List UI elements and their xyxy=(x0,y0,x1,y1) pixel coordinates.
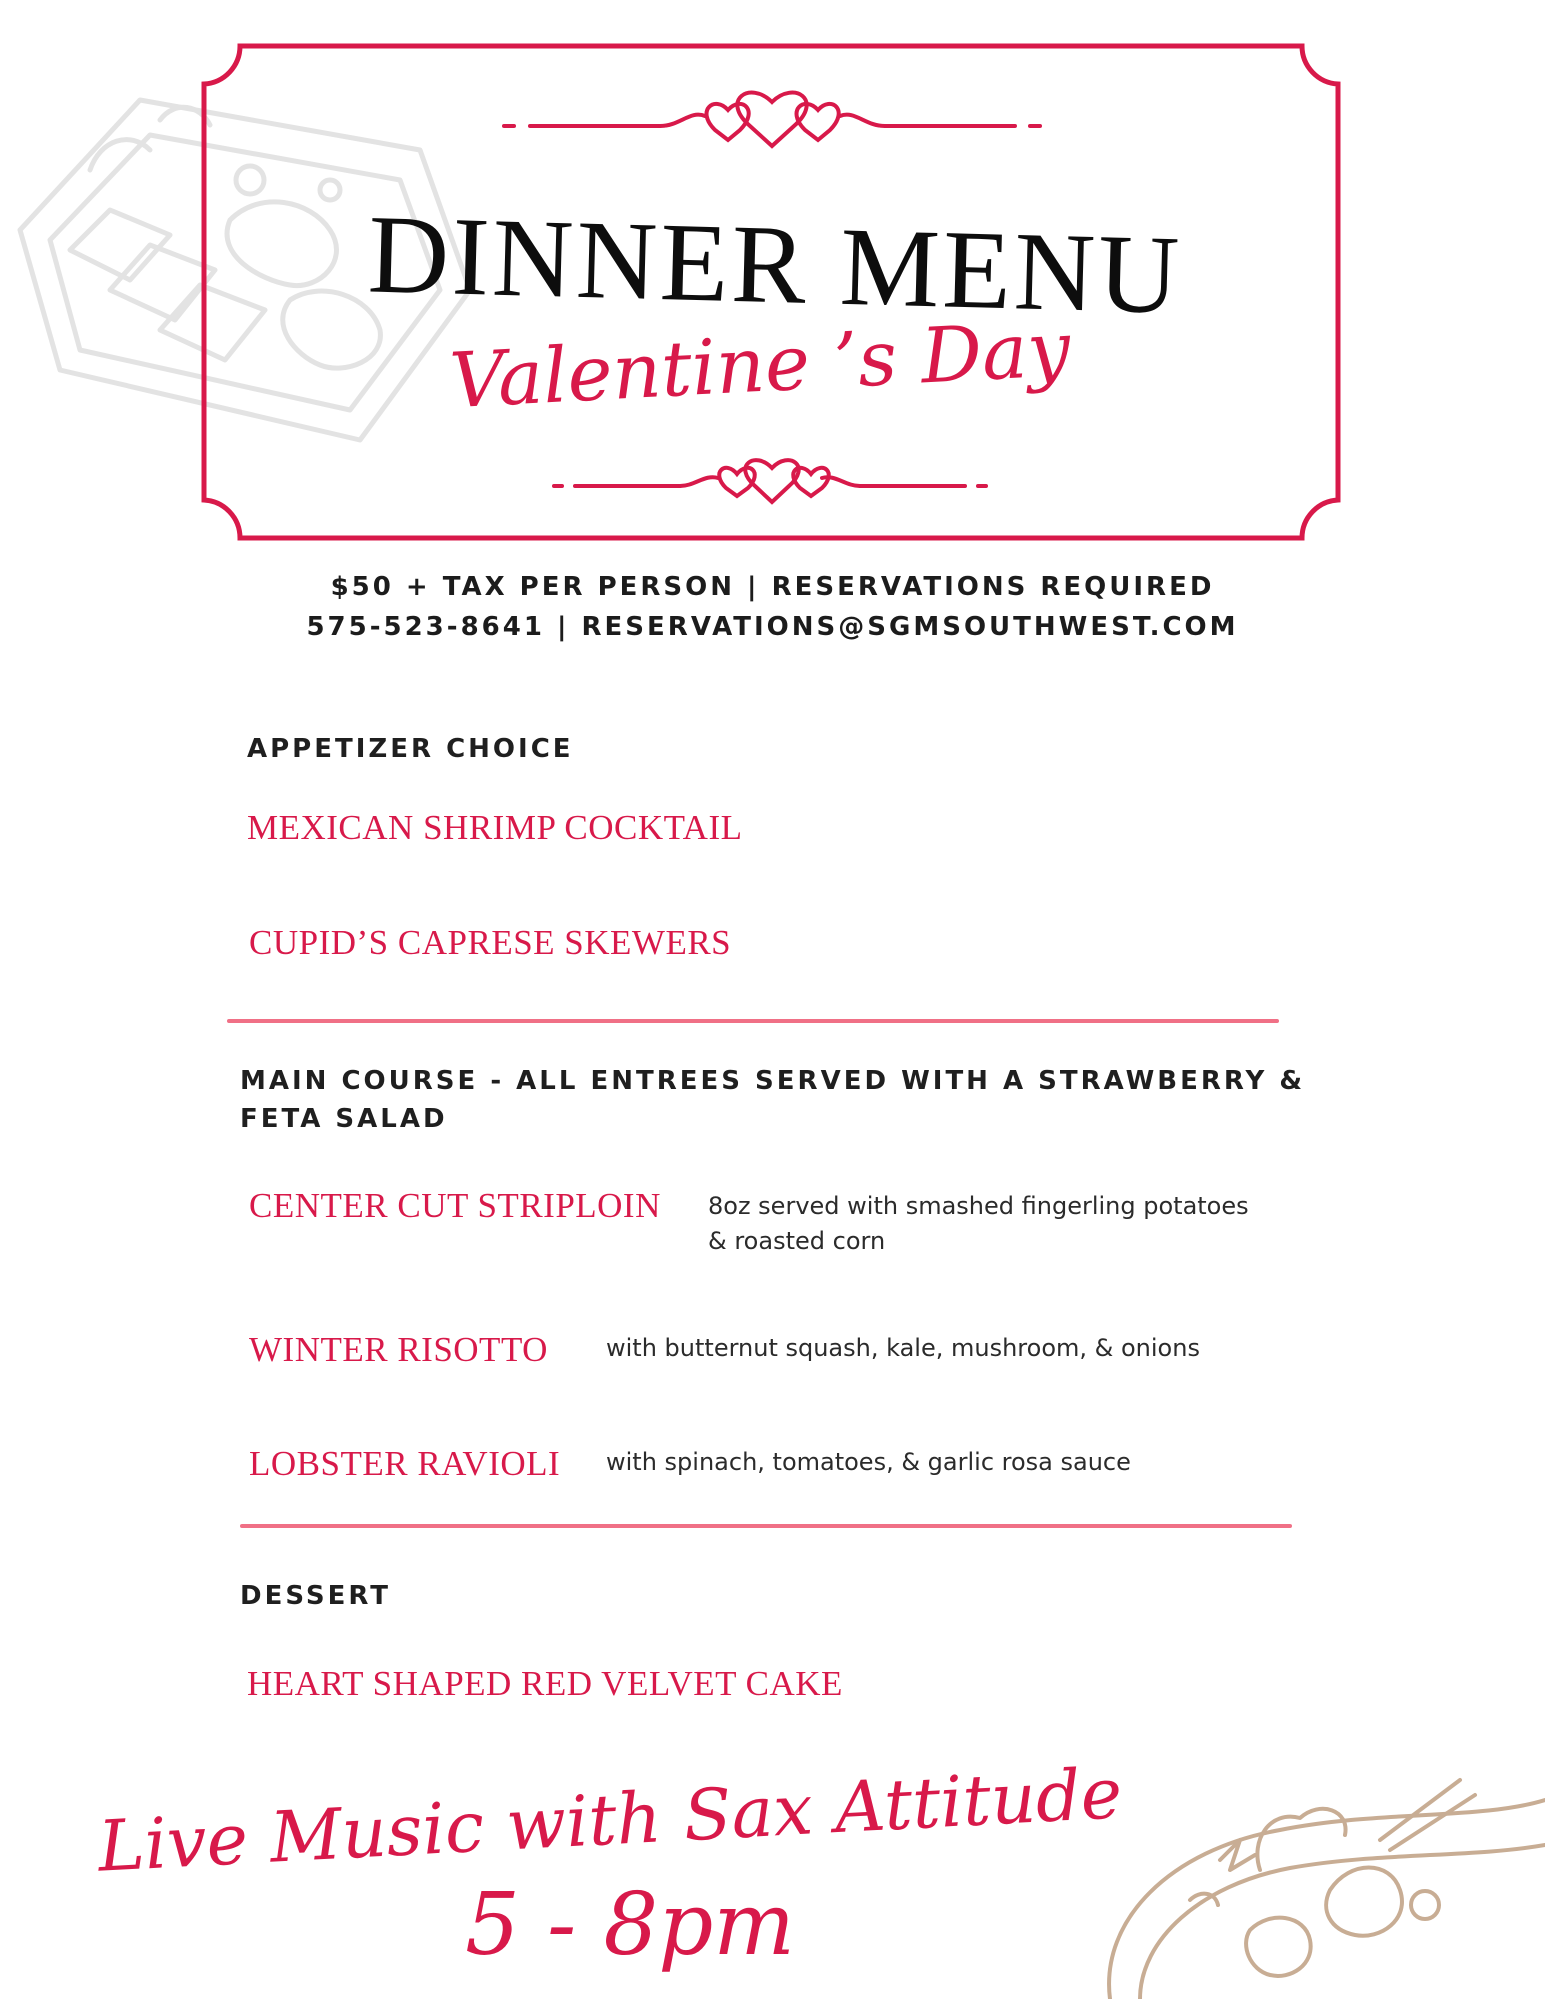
section-heading-main: MAIN COURSE - ALL ENTREES SERVED WITH A STRAWBERRY & xyxy=(240,1066,1306,1096)
price-info: $50 + TAX PER PERSON | RESERVATIONS REQUIRED xyxy=(330,572,1215,602)
menu-item-description: 8oz served with smashed fingerling potatoes xyxy=(708,1192,1249,1220)
section-heading-appetizer: APPETIZER CHOICE xyxy=(247,734,574,764)
page-subtitle: Valentine ’s Day xyxy=(447,303,1073,426)
menu-item-name: CUPID’S CAPRESE SKEWERS xyxy=(249,923,732,962)
live-music-time: 5 - 8pm xyxy=(465,1875,795,1975)
menu-item-description: & roasted corn xyxy=(708,1227,886,1255)
heart-flourish-icon xyxy=(550,450,990,510)
heart-flourish-icon xyxy=(500,80,1045,160)
menu-item-name: LOBSTER RAVIOLI xyxy=(249,1444,561,1483)
section-divider xyxy=(240,1524,1292,1528)
contact-info: 575-523-8641 | RESERVATIONS@SGMSOUTHWEST.COM xyxy=(306,612,1239,642)
menu-item-name: WINTER RISOTTO xyxy=(249,1330,548,1369)
live-music-note: Live Music with Sax Attitude xyxy=(95,1752,1125,1888)
menu-item-description: with spinach, tomatoes, & garlic rosa sauce xyxy=(606,1448,1131,1476)
food-plate-sketch-icon xyxy=(1080,1740,1545,1999)
page-title: DINNER MENU xyxy=(366,192,1184,338)
section-heading-dessert: DESSERT xyxy=(240,1581,391,1611)
menu-item-name: HEART SHAPED RED VELVET CAKE xyxy=(247,1664,843,1703)
section-heading-main-cont: FETA SALAD xyxy=(240,1104,448,1134)
menu-item-name: CENTER CUT STRIPLOIN xyxy=(249,1186,661,1225)
menu-item-description: with butternut squash, kale, mushroom, & onions xyxy=(606,1334,1200,1362)
section-divider xyxy=(227,1019,1279,1023)
menu-item-name: MEXICAN SHRIMP COCKTAIL xyxy=(247,808,743,847)
